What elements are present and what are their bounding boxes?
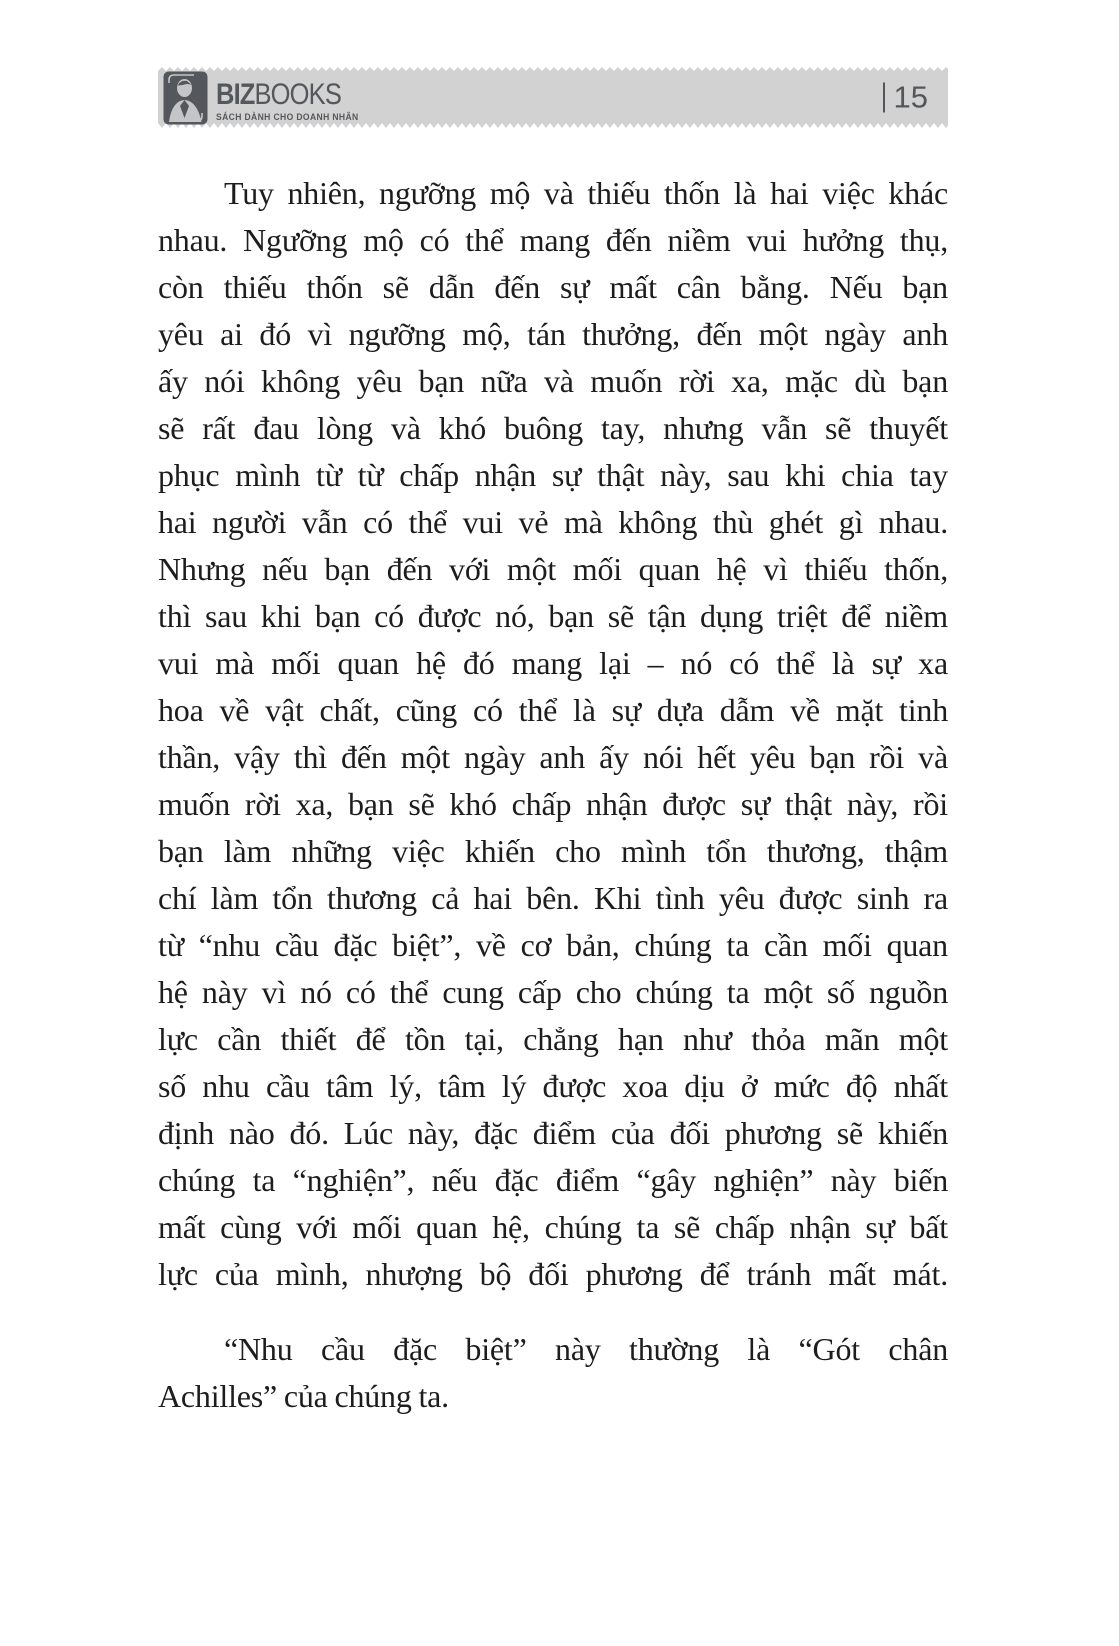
- text-line: Nhưng nếu bạn đến với một mối quan hệ vì thiếu thốn,: [158, 551, 948, 587]
- text-line: ấy nói không yêu bạn nữa và muốn rời xa, mặc dù bạn: [158, 363, 948, 399]
- text-line: sẽ rất đau lòng và khó buông tay, nhưng vẫn sẽ thuyết: [158, 410, 948, 446]
- text-line: Tuy nhiên, ngưỡng mộ và thiếu thốn là hai việc khác: [224, 175, 948, 211]
- body-text: [158, 170, 948, 1420]
- text-line: định nào đó. Lúc này, đặc điểm của đối phương sẽ khiến: [158, 1115, 948, 1151]
- text-line: số nhu cầu tâm lý, tâm lý được xoa dịu ở mức độ nhất: [158, 1068, 948, 1104]
- page-number-value: 15: [893, 79, 928, 115]
- text-line: hoa về vật chất, cũng có thể là sự dựa dẫm về mặt tinh: [158, 692, 948, 728]
- brand-text-block: [216, 71, 366, 122]
- text-line: hai người vẫn có thể vui vẻ mà không thù ghét gì nhau.: [158, 504, 948, 540]
- text-line: bạn làm những việc khiến cho mình tổn thương, thậm: [158, 833, 948, 869]
- brand-name-biz: BIZ: [216, 78, 255, 111]
- page-number: [883, 79, 928, 115]
- text-line: vui mà mối quan hệ đó mang lại – nó có thể là sự xa: [158, 645, 948, 681]
- header-band: [158, 71, 948, 123]
- text-line: Achilles” của chúng ta.: [158, 1378, 449, 1414]
- brand-tagline: SÁCH DÀNH CHO DOANH NHÂN: [216, 112, 359, 122]
- bizbooks-logo-icon: [163, 71, 208, 125]
- page-number-divider: [883, 82, 885, 112]
- text-line: lực cần thiết để tồn tại, chẳng hạn như thỏa mãn một: [158, 1021, 948, 1057]
- text-line: nhau. Ngưỡng mộ có thể mang đến niềm vui hưởng thụ,: [158, 222, 948, 258]
- brand-name-books: BOOKS: [254, 78, 341, 111]
- text-line: mất cùng với mối quan hệ, chúng ta sẽ chấp nhận sự bất: [158, 1209, 948, 1245]
- text-line: yêu ai đó vì ngưỡng mộ, tán thưởng, đến một ngày anh: [158, 316, 948, 352]
- paragraph: [158, 170, 948, 1298]
- text-line: lực của mình, nhượng bộ đối phương để tránh mất mát.: [158, 1256, 948, 1292]
- brand-name: [216, 78, 344, 111]
- text-line: thì sau khi bạn có được nó, bạn sẽ tận dụng triệt để niềm: [158, 598, 948, 634]
- text-line: từ “nhu cầu đặc biệt”, về cơ bản, chúng ta cần mối quan: [158, 927, 948, 963]
- text-line: thần, vậy thì đến một ngày anh ấy nói hết yêu bạn rồi và: [158, 739, 948, 775]
- text-line: muốn rời xa, bạn sẽ khó chấp nhận được sự thật này, rồi: [158, 786, 948, 822]
- text-line: chúng ta “nghiện”, nếu đặc điểm “gây nghiện” này biến: [158, 1162, 948, 1198]
- text-line: “Nhu cầu đặc biệt” này thường là “Gót chân: [224, 1331, 948, 1367]
- text-line: chí làm tổn thương cả hai bên. Khi tình yêu được sinh ra: [158, 880, 948, 916]
- text-line: còn thiếu thốn sẽ dẫn đến sự mất cân bằng. Nếu bạn: [158, 269, 948, 305]
- text-line: hệ này vì nó có thể cung cấp cho chúng ta một số nguồn: [158, 974, 948, 1010]
- paragraph: [158, 1326, 948, 1420]
- publisher-brand: [163, 71, 366, 125]
- text-line: phục mình từ từ chấp nhận sự thật này, sau khi chia tay: [158, 457, 948, 493]
